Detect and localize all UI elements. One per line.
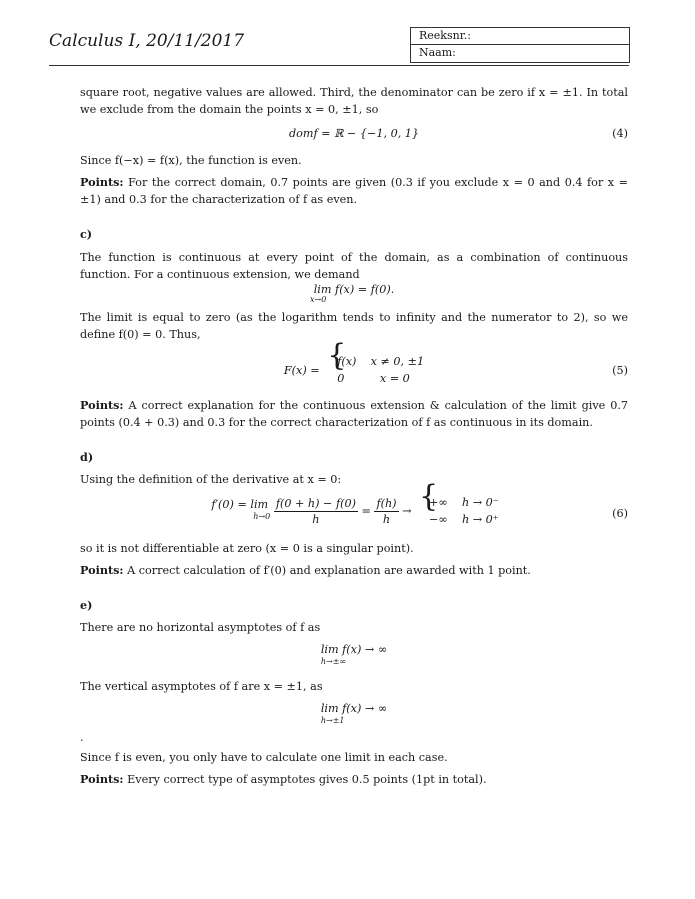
paragraph-limit-zero: The limit is equal to zero (as the logarithm tends to infinity and the numerator to 2), so we define f(0) = 0. Thus, bbox=[80, 311, 628, 341]
paragraph-domain: square root, negative values are allowed. Third, the denominator can be zero if x = ±1. In total we exclude from the domain the points x = 0, ±1, so bbox=[80, 86, 628, 116]
equation-5-lhs: F(x) = bbox=[283, 363, 320, 377]
stray-period: . bbox=[80, 731, 84, 744]
paragraph-derivative: Using the definition of the derivative at x = 0: bbox=[80, 473, 342, 486]
paragraph-singular: so it is not differentiable at zero (x = 0 is a singular point). bbox=[80, 542, 414, 555]
points-domain bbox=[80, 174, 628, 208]
paragraph-horizontal: There are no horizontal asymptotes of f as bbox=[80, 621, 321, 634]
equation-6-number: (6) bbox=[612, 507, 628, 520]
brace-icon: { bbox=[419, 479, 439, 514]
page-header-title: Calculus I, 20/11/2017 bbox=[49, 31, 245, 51]
limit-vertical-sub: h→±1 bbox=[320, 716, 345, 725]
paragraph-vertical: The vertical asymptotes of f are x = ±1, as bbox=[80, 680, 323, 693]
equation-4 bbox=[80, 124, 628, 144]
page-body bbox=[80, 84, 628, 788]
header-rule bbox=[49, 65, 629, 66]
points-text: A correct calculation of f′(0) and explanation are awarded with 1 point. bbox=[123, 564, 531, 577]
limit-continuity bbox=[80, 283, 628, 307]
limit-horizontal bbox=[80, 644, 628, 674]
fraction-numerator: f(0 + h) − f(0) bbox=[275, 496, 356, 510]
arrow-icon: → bbox=[402, 504, 412, 518]
limit-continuity-expr: lim f(x) = f(0). bbox=[313, 283, 395, 296]
equation-4-number: (4) bbox=[612, 127, 628, 140]
equation-5-case-2: 0 x = 0 bbox=[337, 372, 410, 385]
equation-6-case-1: +∞ h → 0⁻ bbox=[429, 496, 499, 509]
points-label: Points: bbox=[80, 563, 124, 577]
brace-icon: { bbox=[327, 338, 347, 373]
equation-6-fraction-2 bbox=[374, 496, 398, 527]
limit-horizontal-expr: lim f(x) → ∞ bbox=[320, 643, 388, 656]
limit-vertical-expr: lim f(x) → ∞ bbox=[320, 702, 388, 715]
limit-vertical bbox=[80, 703, 628, 733]
naam-field: Naam: bbox=[419, 46, 456, 59]
reeksnr-field: Reeksnr.: bbox=[411, 28, 629, 45]
fraction-numerator: f(h) bbox=[376, 496, 397, 510]
student-info-box bbox=[410, 27, 630, 63]
paragraph-even-limits: Since f is even, you only have to calculate one limit in each case. bbox=[80, 751, 448, 764]
points-label: Points: bbox=[80, 398, 124, 412]
fraction-denominator: h bbox=[382, 512, 391, 526]
section-e-heading: e) bbox=[80, 598, 93, 612]
points-text: A correct explanation for the continuous extension & calculation of the limit give 0.7 points (0.4 + 0.3) and 0.3 for the correct characterization of f as continuous in its domain. bbox=[80, 399, 628, 429]
equation-6-lhs bbox=[209, 499, 270, 523]
points-continuity bbox=[80, 397, 628, 431]
points-text: For the correct domain, 0.7 points are given (0.3 if you exclude x = 0 and 0.4 for x = ±1) and 0.3 for the characterization of f as even. bbox=[80, 176, 628, 206]
equation-6-fraction-1 bbox=[274, 496, 358, 527]
limit-horizontal-block bbox=[321, 644, 387, 668]
equation-5-cases bbox=[327, 338, 425, 387]
paragraph-continuity: The function is continuous at every point of the domain, as a combination of continuous function. For a continuous extension, we demand bbox=[80, 251, 628, 281]
equation-5 bbox=[80, 338, 628, 387]
limit-vertical-block bbox=[321, 703, 387, 727]
equation-6-case-2: −∞ h → 0⁺ bbox=[429, 513, 499, 526]
equation-6-sub: h→0 bbox=[253, 512, 271, 521]
limit-horizontal-sub: h→±∞ bbox=[320, 657, 347, 666]
fraction-denominator: h bbox=[312, 512, 320, 526]
equation-6: f′(0) = lim h→0 $\frac{f(0 + h) - f(0)}{h}$ = $\frac{f(h)}{h}$ → { +∞ h → 0⁻ −∞ h → 0⁺ (6) bbox=[80, 494, 628, 534]
equation-6-lhs-text: f′(0) = lim bbox=[211, 498, 269, 511]
points-asymptotes bbox=[80, 771, 628, 788]
equation-4-body: domf = ℝ − {−1, 0, 1} bbox=[288, 127, 420, 140]
points-label: Points: bbox=[80, 772, 124, 786]
points-derivative bbox=[80, 562, 628, 579]
points-label: Points: bbox=[80, 175, 124, 189]
equation-5-case-1: f(x) x ≠ 0, ±1 bbox=[337, 355, 425, 368]
section-d-heading: d) bbox=[80, 450, 94, 464]
limit-continuity-sub: x→0 bbox=[310, 295, 327, 304]
equation-6-cases bbox=[419, 479, 499, 528]
section-c-heading: c) bbox=[80, 227, 93, 241]
equation-5-number: (5) bbox=[612, 364, 628, 377]
points-text: Every correct type of asymptotes gives 0.5 points (1pt in total). bbox=[123, 773, 487, 786]
paragraph-even: Since f(−x) = f(x), the function is even. bbox=[80, 154, 302, 167]
